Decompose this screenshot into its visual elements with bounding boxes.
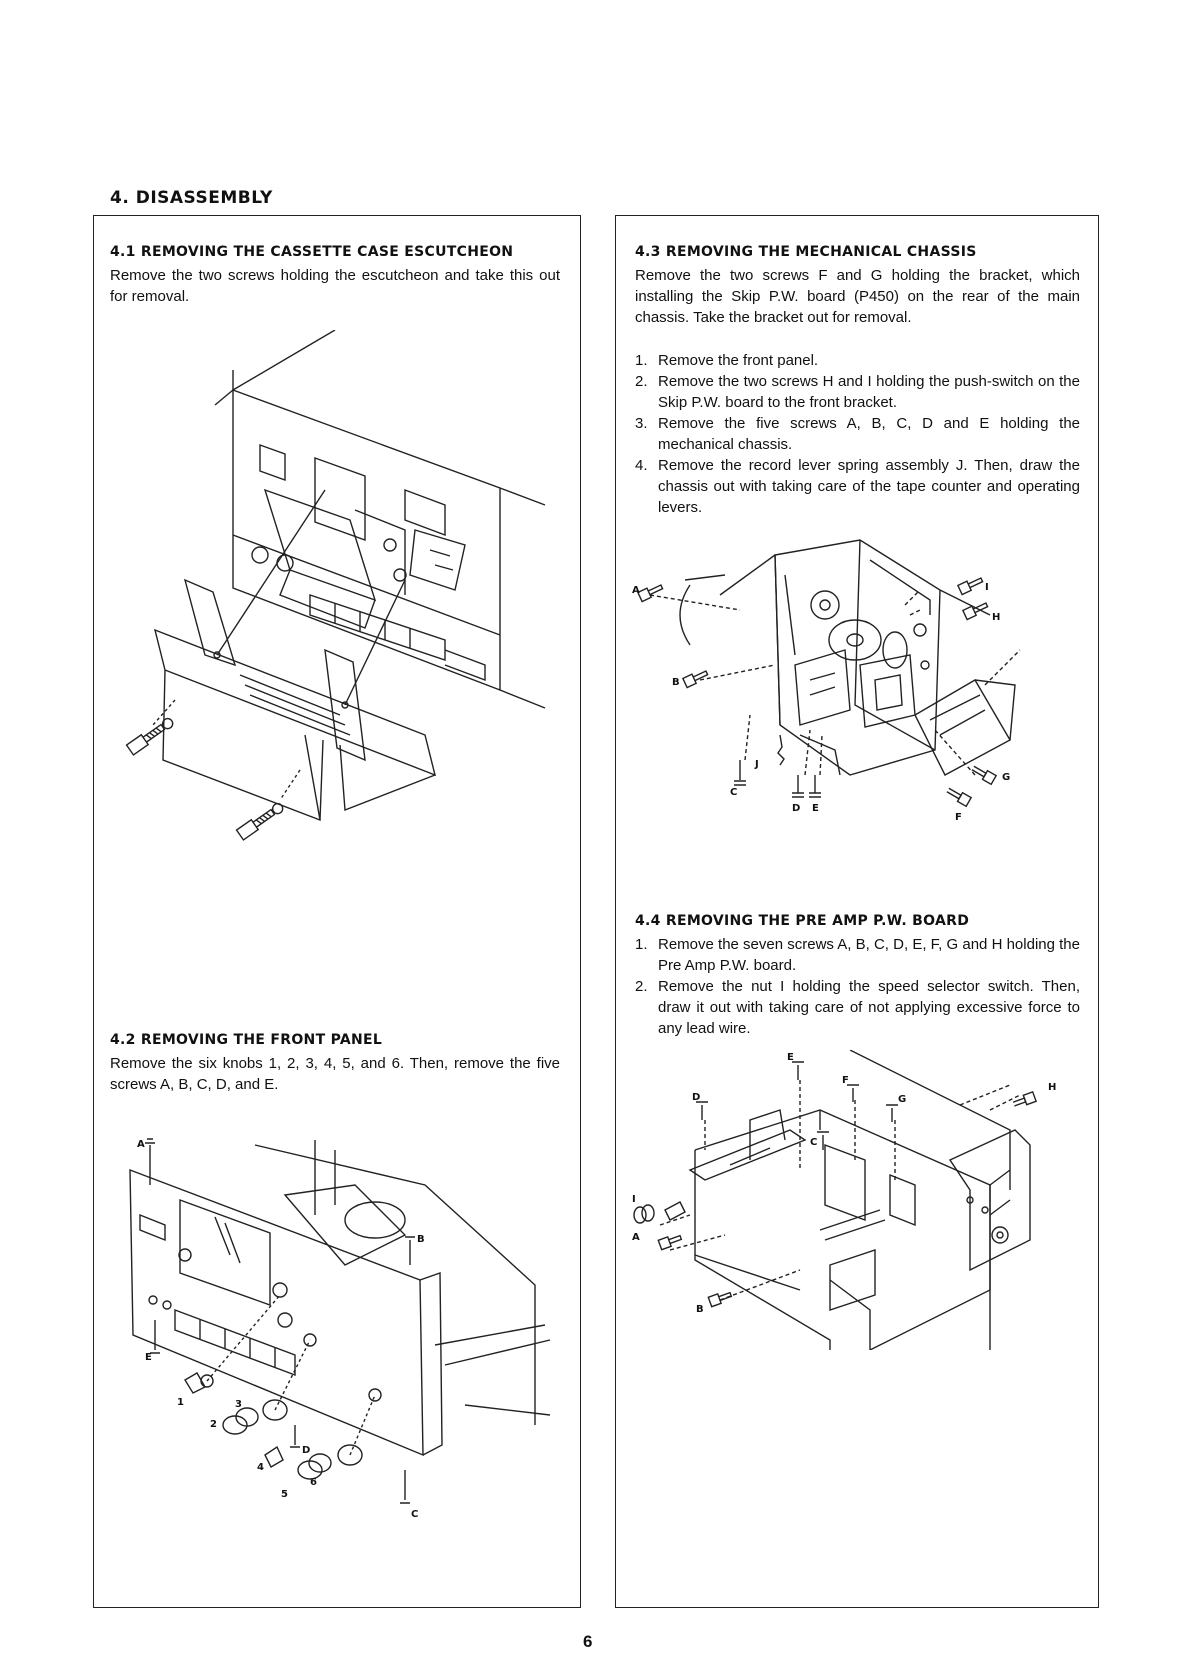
list-item: 1. Remove the seven screws A, B, C, D, E, F, G and H holding the Pre Amp P.W. board.: [635, 936, 1080, 974]
label-h: H: [992, 612, 1001, 623]
label-d: D: [792, 803, 801, 814]
label-b: B: [696, 1304, 704, 1315]
section-4-1-title: 4.1 REMOVING THE CASSETTE CASE ESCUTCHEON: [110, 244, 514, 260]
section-4-4-title: 4.4 REMOVING THE PRE AMP P.W. BOARD: [635, 913, 970, 929]
label-e: E: [145, 1352, 152, 1363]
list-item: 2. Remove the nut I holding the speed selector switch. Then, draw it out with taking care of not applying excessive force to any lead wire.: [635, 978, 1080, 1037]
label-e: E: [812, 803, 819, 814]
list-item: 2. Remove the two screws H and I holding the push-switch on the Skip P.W. board to the front bracket.: [635, 373, 1080, 411]
label-c: C: [810, 1137, 818, 1148]
label-d: D: [302, 1445, 311, 1456]
label-j: J: [755, 759, 759, 770]
figure-mechanical-chassis-removal: [630, 535, 1080, 865]
section-4-2-title: 4.2 REMOVING THE FRONT PANEL: [110, 1032, 383, 1048]
list-item: 4. Remove the record lever spring assembly J. Then, draw the chassis out with taking care of the tape counter and operating levers.: [635, 457, 1080, 516]
label-i: I: [632, 1194, 636, 1205]
label-c: C: [411, 1509, 419, 1520]
section-4-2-body: Remove the six knobs 1, 2, 3, 4, 5, and 6. Then, remove the five screws A, B, C, D, and E.: [110, 1055, 560, 1093]
figure-escutcheon-removal: [105, 330, 565, 890]
label-b: B: [672, 677, 680, 688]
section-4-1-body: Remove the two screws holding the escutcheon and take this out for removal.: [110, 267, 560, 305]
label-c: C: [730, 787, 738, 798]
label-knob-1: 1: [177, 1397, 184, 1408]
label-f: F: [955, 812, 962, 823]
page-heading: 4. DISASSEMBLY: [110, 188, 273, 208]
list-item: 3. Remove the five screws A, B, C, D and E holding the mechanical chassis.: [635, 415, 1080, 453]
page-number: 6: [583, 1632, 593, 1651]
label-i: I: [985, 582, 989, 593]
section-4-4-steps: [635, 934, 1080, 1039]
label-g: G: [1002, 772, 1011, 783]
label-knob-2: 2: [210, 1419, 217, 1430]
list-item: 1. Remove the front panel.: [635, 352, 819, 369]
label-knob-6: 6: [310, 1477, 317, 1488]
figure-front-panel-labels: [137, 1139, 425, 1520]
label-a: A: [137, 1139, 145, 1150]
label-knob-4: 4: [257, 1462, 264, 1473]
figure-pre-amp-board-removal: [630, 1050, 1080, 1350]
figure-front-panel-removal: [105, 1125, 565, 1525]
label-h: H: [1048, 1082, 1057, 1093]
label-f: F: [842, 1075, 849, 1086]
label-a: A: [632, 1232, 640, 1243]
section-4-3-body: Remove the two screws F and G holding the bracket, which installing the Skip P.W. board (P450) on the rear of the main chassis. Take the bracket out for removal.: [635, 267, 1080, 326]
section-4-3-title: 4.3 REMOVING THE MECHANICAL CHASSIS: [635, 244, 977, 260]
label-a: A: [632, 585, 640, 596]
label-e: E: [787, 1052, 794, 1063]
label-knob-5: 5: [281, 1489, 288, 1500]
label-b: B: [417, 1234, 425, 1245]
label-d: D: [692, 1092, 701, 1103]
label-knob-3: 3: [235, 1399, 242, 1410]
label-g: G: [898, 1094, 907, 1105]
section-4-3-steps: [635, 350, 1080, 518]
